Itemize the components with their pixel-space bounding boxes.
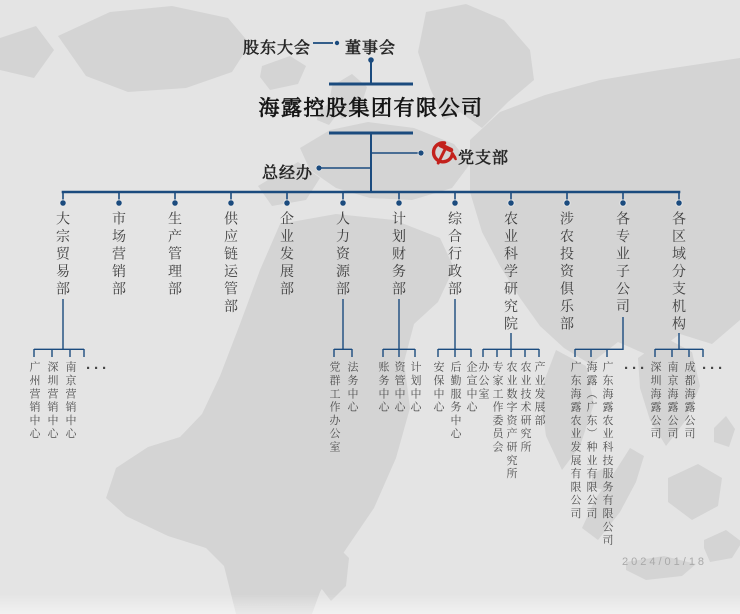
party-branch-node: 党支部	[458, 150, 510, 167]
subunit-label: 账务中心	[377, 361, 389, 415]
date-stamp: 2024/01/18	[622, 556, 708, 568]
subunit-label: 农业技术研究所	[519, 361, 531, 455]
subunit-label: 资管中心	[393, 361, 405, 415]
subunit-label: 成都海露公司	[683, 361, 695, 441]
dept-label-4: 供应链运管部	[223, 211, 239, 316]
subunit-label: 广东海露农业发展有限公司	[569, 361, 581, 521]
dept-label-12: 各区域分支机构	[671, 211, 687, 334]
board-of-directors-node: 董事会	[345, 40, 397, 57]
dept-label-8: 综合行政部	[447, 211, 463, 299]
subunit-label: 农业数字资产研究所	[505, 361, 517, 481]
subunit-label: 广州营销中心	[28, 361, 40, 441]
subunit-label: 企宣中心	[465, 361, 477, 415]
more-ellipsis: ···	[624, 360, 648, 377]
gm-office-node: 总经办	[262, 165, 314, 182]
subunit-label: 海露（广东）种业有限公司	[585, 361, 597, 521]
more-ellipsis: ···	[702, 360, 726, 377]
subunit-label: 计划中心	[409, 361, 421, 415]
subunit-label: 法务中心	[346, 361, 358, 415]
subunit-label: 南京海露公司	[666, 361, 678, 441]
dept-label-11: 各专业子公司	[615, 211, 631, 316]
subunit-label: 广东海露农业科技服务有限公司	[601, 361, 613, 548]
dept-label-2: 市场营销部	[111, 211, 127, 299]
subunit-label: 深圳海露公司	[649, 361, 661, 441]
subunit-label: 后勤服务中心	[449, 361, 461, 441]
dept-label-10: 涉农投资俱乐部	[559, 211, 575, 334]
shareholders-meeting-node: 股东大会	[243, 40, 312, 57]
dept-label-6: 人力资源部	[335, 211, 351, 299]
dept-label-7: 计划财务部	[391, 211, 407, 299]
subunit-label: 办公室	[477, 361, 489, 401]
company-title: 海露控股集团有限公司	[258, 97, 484, 120]
subunit-label: 深圳营销中心	[46, 361, 58, 441]
more-ellipsis: ···	[86, 360, 110, 377]
subunit-label: 南京营销中心	[64, 361, 76, 441]
dept-label-9: 农业科学研究院	[503, 211, 519, 334]
subunit-label: 安保中心	[432, 361, 444, 415]
dept-label-5: 企业发展部	[279, 211, 295, 299]
subunit-label: 党群工作办公室	[328, 361, 340, 455]
subunit-label: 产业发展部	[533, 361, 545, 428]
dept-label-3: 生产管理部	[167, 211, 183, 299]
dept-label-1: 大宗贸易部	[55, 211, 71, 299]
subunit-label: 专家工作委员会	[491, 361, 503, 455]
